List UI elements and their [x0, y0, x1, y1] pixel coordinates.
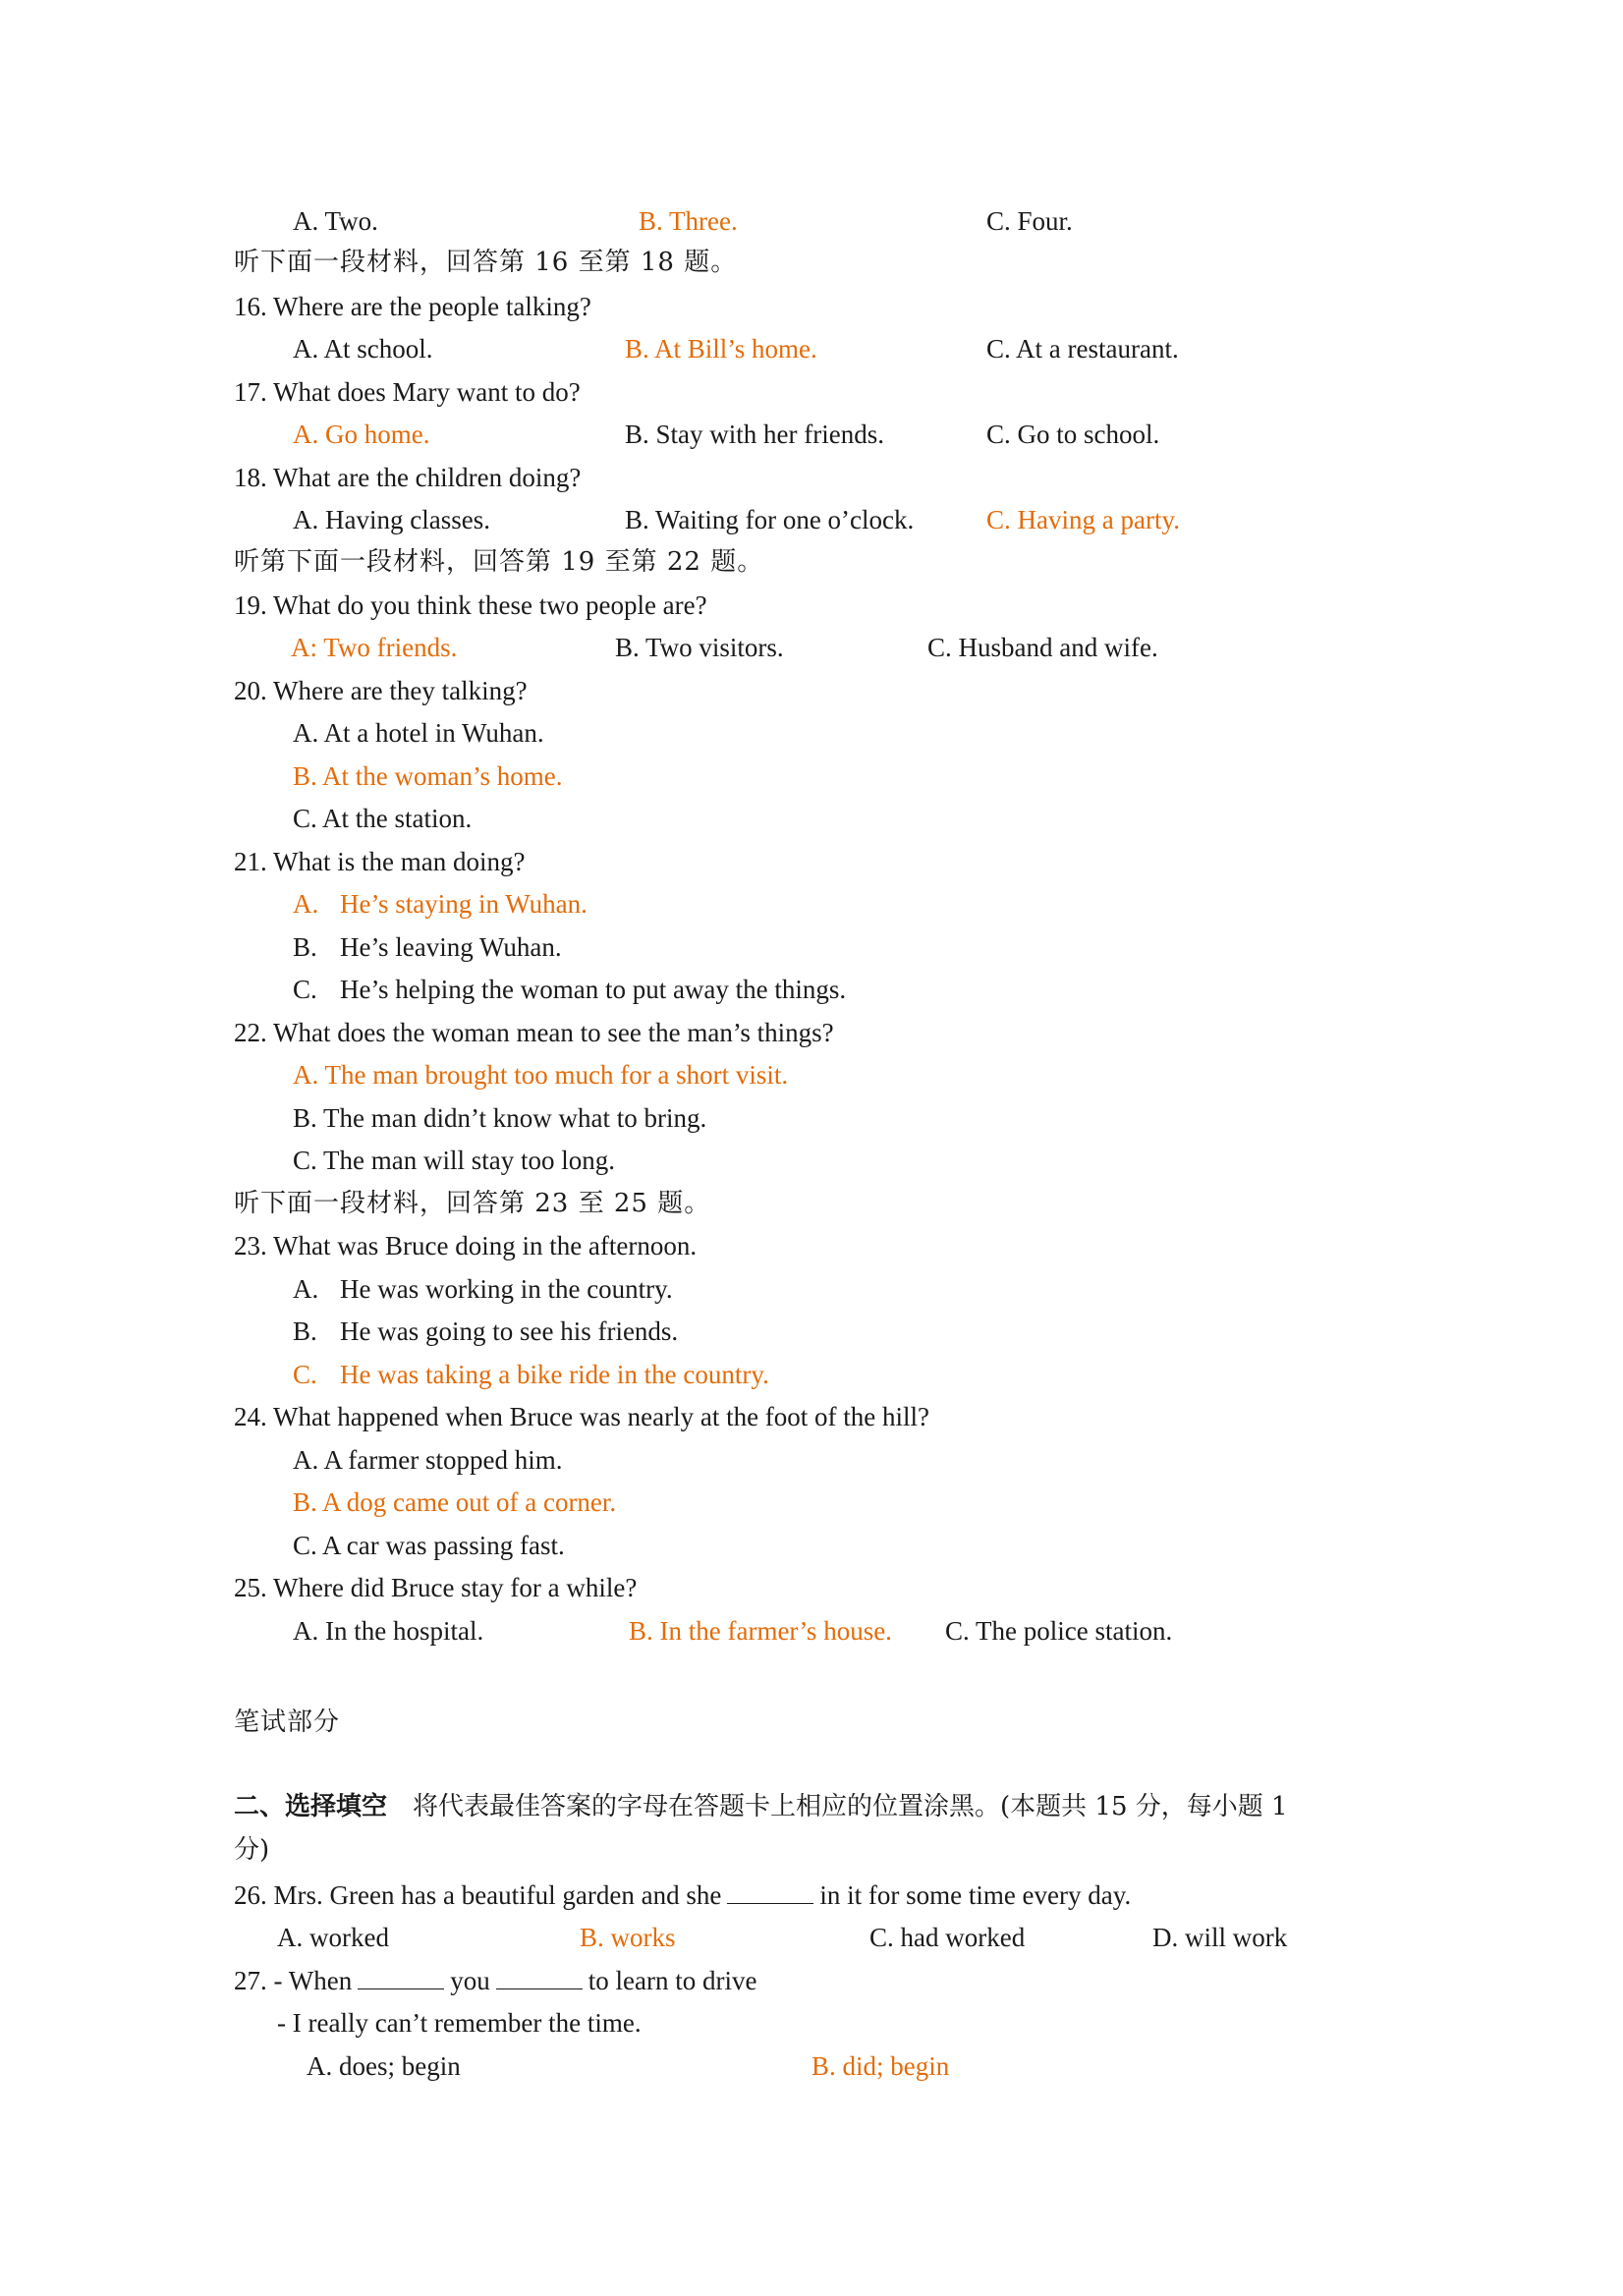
q15-option-b-answer: B. Three.: [639, 206, 738, 236]
q17-option-a-answer: A. Go home.: [293, 420, 430, 449]
q21-letter-a: A.: [293, 889, 319, 919]
q16-option-a: A. At school.: [293, 334, 433, 364]
q16-option-c: C. At a restaurant.: [986, 334, 1179, 364]
q21-option-c: [293, 973, 846, 1006]
q27-stem-3: to learn to drive: [588, 1966, 757, 1995]
q27-stem: [234, 1964, 756, 1997]
q18-question: 18. What are the children doing?: [234, 463, 582, 492]
q26-blank: [727, 1881, 813, 1904]
q19-option-a-answer: A: Two friends.: [291, 633, 458, 662]
q18-option-a: A. Having classes.: [293, 505, 490, 534]
instruction-19-22: 听第下面一段材料，回答第 19 至第 22 题。: [234, 547, 764, 577]
q23-option-a: [293, 1272, 673, 1306]
q25-option-b-answer: B. In the farmer’s house.: [629, 1616, 892, 1646]
q24-option-c: C. A car was passing fast.: [293, 1531, 565, 1560]
q27-option-b-answer: B. did; begin: [812, 2051, 950, 2081]
q23-text-a: He was working in the country.: [340, 1274, 673, 1304]
q15-option-c: C. Four.: [986, 206, 1073, 236]
q26-option-c: C. had worked: [869, 1923, 1026, 1952]
q15-option-a: A. Two.: [293, 206, 378, 236]
q20-option-c: C. At the station.: [293, 804, 473, 833]
q21-option-b: [293, 930, 562, 964]
q22-option-b: B. The man didn’t know what to bring.: [293, 1103, 707, 1133]
q22-option-a-answer: A. The man brought too much for a short visit.: [293, 1060, 789, 1090]
q23-letter-a: A.: [293, 1274, 319, 1304]
q20-question: 20. Where are they talking?: [234, 676, 528, 705]
q17-option-c: C. Go to school.: [986, 420, 1160, 449]
q23-text-b: He was going to see his friends.: [340, 1316, 679, 1346]
part2-instruction-line1: [234, 1790, 1288, 1823]
q24-option-b-answer: B. A dog came out of a corner.: [293, 1487, 617, 1517]
q20-option-b-answer: B. At the woman’s home.: [293, 761, 563, 791]
q24-question: 24. What happened when Bruce was nearly at the foot of the hill?: [234, 1402, 930, 1431]
q27-blank-1: [358, 1967, 444, 1989]
q16-option-b-answer: B. At Bill’s home.: [625, 334, 817, 364]
q24-option-a: A. A farmer stopped him.: [293, 1445, 563, 1475]
q20-option-a: A. At a hotel in Wuhan.: [293, 718, 544, 748]
q26-stem-after: in it for some time every day.: [819, 1880, 1132, 1910]
q21-text-a: He’s staying in Wuhan.: [340, 889, 588, 919]
instruction-23-25: 听下面一段材料，回答第 23 至 25 题。: [234, 1189, 711, 1218]
q26-option-d: D. will work: [1152, 1923, 1288, 1952]
q19-option-c: C. Husband and wife.: [927, 633, 1158, 662]
q22-question: 22. What does the woman mean to see the man’s things?: [234, 1018, 834, 1047]
q26-stem: [234, 1878, 1131, 1912]
part2-instruction-line2: 分): [234, 1835, 270, 1865]
q22-option-c: C. The man will stay too long.: [293, 1146, 615, 1175]
q23-text-c: He was taking a bike ride in the country.: [340, 1360, 769, 1389]
q23-option-c-answer: [293, 1358, 769, 1391]
q21-question: 21. What is the man doing?: [234, 847, 526, 876]
q17-question: 17. What does Mary want to do?: [234, 377, 581, 407]
q18-option-b: B. Waiting for one o’clock.: [625, 505, 915, 534]
q17-option-b: B. Stay with her friends.: [625, 420, 884, 449]
q23-question: 23. What was Bruce doing in the afternoon.: [234, 1231, 698, 1260]
q16-question: 16. Where are the people talking?: [234, 292, 591, 321]
q25-option-a: A. In the hospital.: [293, 1616, 484, 1646]
part2-heading: 二、选择填空: [234, 1792, 388, 1821]
section-title-written: 笔试部分: [234, 1708, 341, 1737]
q19-option-b: B. Two visitors.: [615, 633, 784, 662]
q25-question: 25. Where did Bruce stay for a while?: [234, 1573, 638, 1602]
q26-stem-before: 26. Mrs. Green has a beautiful garden and she: [234, 1880, 722, 1910]
q23-option-b: [293, 1315, 678, 1348]
q27-option-a: A. does; begin: [307, 2051, 461, 2081]
q21-letter-b: B.: [293, 932, 317, 962]
q26-option-a: A. worked: [277, 1923, 389, 1952]
q21-option-a-answer: [293, 887, 588, 921]
q27-blank-2: [496, 1967, 583, 1989]
q21-text-c: He’s helping the woman to put away the things.: [340, 975, 847, 1004]
instruction-16-18: 听下面一段材料，回答第 16 至第 18 题。: [234, 248, 738, 277]
q26-option-b-answer: B. works: [580, 1923, 676, 1952]
q27-reply: - I really can’t remember the time.: [277, 2008, 642, 2038]
q21-text-b: He’s leaving Wuhan.: [340, 932, 562, 962]
q25-option-c: C. The police station.: [945, 1616, 1173, 1646]
q23-letter-c: C.: [293, 1360, 317, 1389]
part2-instruction-text: 将代表最佳答案的字母在答题卡上相应的位置涂黑。(本题共 15 分，每小题 1: [413, 1792, 1288, 1821]
q18-option-c-answer: C. Having a party.: [986, 505, 1180, 534]
q27-stem-1: 27. - When: [234, 1966, 353, 1995]
q21-letter-c: C.: [293, 975, 317, 1004]
q27-stem-2: you: [450, 1966, 490, 1995]
q23-letter-b: B.: [293, 1316, 317, 1346]
q19-question: 19. What do you think these two people are?: [234, 590, 707, 620]
